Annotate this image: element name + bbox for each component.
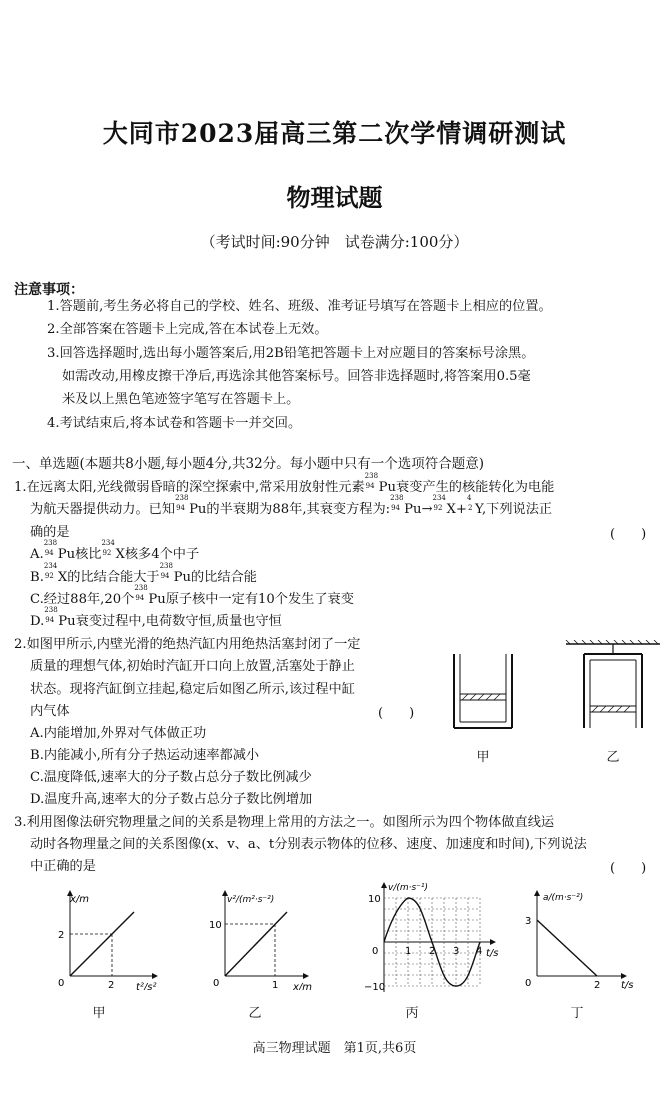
notice-line: 4.考试结束后,将本试卷和答题卡一并交回。 <box>47 416 302 431</box>
q1-text: Pu衰变产生的核能转化为电能 <box>378 480 555 495</box>
graph-yi-tick-y: 10 <box>209 920 222 931</box>
notice-line: 1.答题前,考生务必将自己的学校、姓名、班级、准考证号填写在答题卡上相应的位置。 <box>47 299 552 314</box>
q2-option-a: A.内能增加,外界对气体做正功 <box>30 726 207 741</box>
figure-caption-yi: 乙 <box>606 750 620 765</box>
graph-bing <box>362 876 502 1000</box>
q3-line-2: 动时各物理量之间的关系图像(x、v、a、t分别表示物体的位移、速度、加速度和时间),下列说法 <box>30 837 587 852</box>
graph-bing-tick-x: 4 <box>476 946 483 957</box>
graph-yi-tick-x: 1 <box>272 980 279 990</box>
graph-ding-line <box>537 920 597 976</box>
graph-jia-line <box>70 912 134 976</box>
graph-jia-ylabel: x/m <box>70 894 90 905</box>
notice-heading: 注意事项： <box>14 282 84 298</box>
exam-meta: （考试时间:90分钟 试卷满分:100分） <box>200 233 469 251</box>
q2-option-c: C.温度降低,速率大的分子数占总分子数比例减少 <box>30 770 312 785</box>
q2-line-4: 内气体 <box>30 704 70 719</box>
q1-text: 1.在远离太阳,光线微弱昏暗的深空探索中,常采用放射性元素 <box>14 480 365 495</box>
exam-subject: 物理试题 <box>286 183 383 212</box>
q3-answer-bracket: ( ) <box>610 861 647 876</box>
q1-line-1 <box>14 472 555 497</box>
cylinder-figures <box>438 640 668 740</box>
q1-option-d: D. 238 94 Pu衰变过程中,电荷数守恒,质量也守恒 <box>30 606 282 629</box>
graph-jia-tick-y: 2 <box>58 930 65 941</box>
q1-answer-bracket: ( ) <box>610 527 647 542</box>
notice-line: 米及以上黑色笔迹签字笔写在答题卡上。 <box>62 392 300 407</box>
graph-jia <box>52 882 162 990</box>
q3-line-3: 中正确的是 <box>30 859 96 874</box>
graph-ding-ylabel: a/(m·s⁻²) <box>543 893 584 903</box>
graph-bing-tick-x: 2 <box>429 946 436 957</box>
graph-jia-xlabel: t²/s² <box>136 982 157 990</box>
q1-line-2: 为航天器提供动力。已知 238 94 Pu的半衰期为88年,其衰变方程为: 238 94 Pu→ 234 92 X+ 4 2 Y,下列说法正 <box>30 494 553 517</box>
q1-line-3: 确的是 <box>30 525 70 540</box>
graph-jia-origin: 0 <box>58 978 65 989</box>
page-footer: 高三物理试题 第1页,共6页 <box>252 1041 417 1056</box>
graph-yi-ylabel: v²/(m²·s⁻²) <box>227 895 275 905</box>
graph-caption-bing: 丙 <box>405 1006 419 1021</box>
graph-bing-tick-x: 1 <box>405 946 412 957</box>
cylinder-upright <box>454 654 512 728</box>
graph-yi-origin: 0 <box>213 978 220 989</box>
notice-line: 2.全部答案在答题卡上完成,答在本试卷上无效。 <box>47 322 328 337</box>
q2-line-1: 2.如图甲所示,内壁光滑的绝热汽缸内用绝热活塞封闭了一定 <box>14 637 361 652</box>
nuclide-pu: 238 94 <box>364 472 379 490</box>
notice-line: 如需改动,用橡皮擦干净后,再选涂其他答案标号。回答非选择题时,将答案用0.5毫 <box>62 369 531 384</box>
figure-caption-jia: 甲 <box>476 750 490 765</box>
q3-line-1: 3.利用图像法研究物理量之间的关系是物理上常用的方法之一。如图所示为四个物体做直线运 <box>14 815 555 830</box>
q1-option-b: B. 234 92 X的比结合能大于 238 94 Pu的比结合能 <box>30 562 257 585</box>
q2-line-2: 质量的理想气体,初始时汽缸开口向上放置,活塞处于静止 <box>30 659 355 674</box>
graph-ding-tick-y: 3 <box>525 916 532 927</box>
graph-jia-tick-x: 2 <box>108 980 115 990</box>
graph-caption-jia: 甲 <box>92 1006 106 1021</box>
q2-line-3: 状态。现将汽缸倒立挂起,稳定后如图乙所示,该过程中缸 <box>30 682 355 697</box>
graph-ding <box>515 882 645 990</box>
graph-bing-tick-bottom: −10 <box>364 982 386 993</box>
graph-bing-origin: 0 <box>372 946 379 957</box>
graph-ding-xlabel: t/s <box>621 980 634 990</box>
graph-yi <box>205 882 320 990</box>
graph-ding-tick-x: 2 <box>594 980 601 990</box>
q1-option-a: A. 238 94 Pu核比 234 92 X核多4个中子 <box>30 539 200 562</box>
q2-answer-bracket: ( ) <box>378 706 415 721</box>
graph-ding-origin: 0 <box>525 978 532 989</box>
graph-yi-xlabel: x/m <box>293 982 313 990</box>
q2-option-d: D.温度升高,速率大的分子数占总分子数比例增加 <box>30 792 313 807</box>
graph-bing-xlabel: t/s <box>486 948 499 959</box>
graph-caption-yi: 乙 <box>248 1006 262 1021</box>
section-heading: 一、单选题(本题共8小题,每小题4分,共32分。每小题中只有一个选项符合题意) <box>12 456 484 472</box>
graph-bing-tick-top: 10 <box>368 894 381 905</box>
exam-title: 大同市2023届高三第二次学情调研测试 <box>102 119 567 148</box>
notice-line: 3.回答选择题时,选出每小题答案后,用2B铅笔把答题卡上对应题目的答案标号涂黑。 <box>47 346 535 361</box>
q1-option-c: C.经过88年,20个 238 94 Pu原子核中一定有10个发生了衰变 <box>30 584 354 607</box>
graph-bing-ylabel: v/(m·s⁻¹) <box>388 883 429 893</box>
cylinder-hanging <box>566 640 660 728</box>
q2-option-b: B.内能减小,所有分子热运动速率都减小 <box>30 748 260 763</box>
graph-yi-line <box>225 912 287 976</box>
graph-bing-tick-x: 3 <box>453 946 460 957</box>
graph-caption-ding: 丁 <box>570 1006 584 1021</box>
